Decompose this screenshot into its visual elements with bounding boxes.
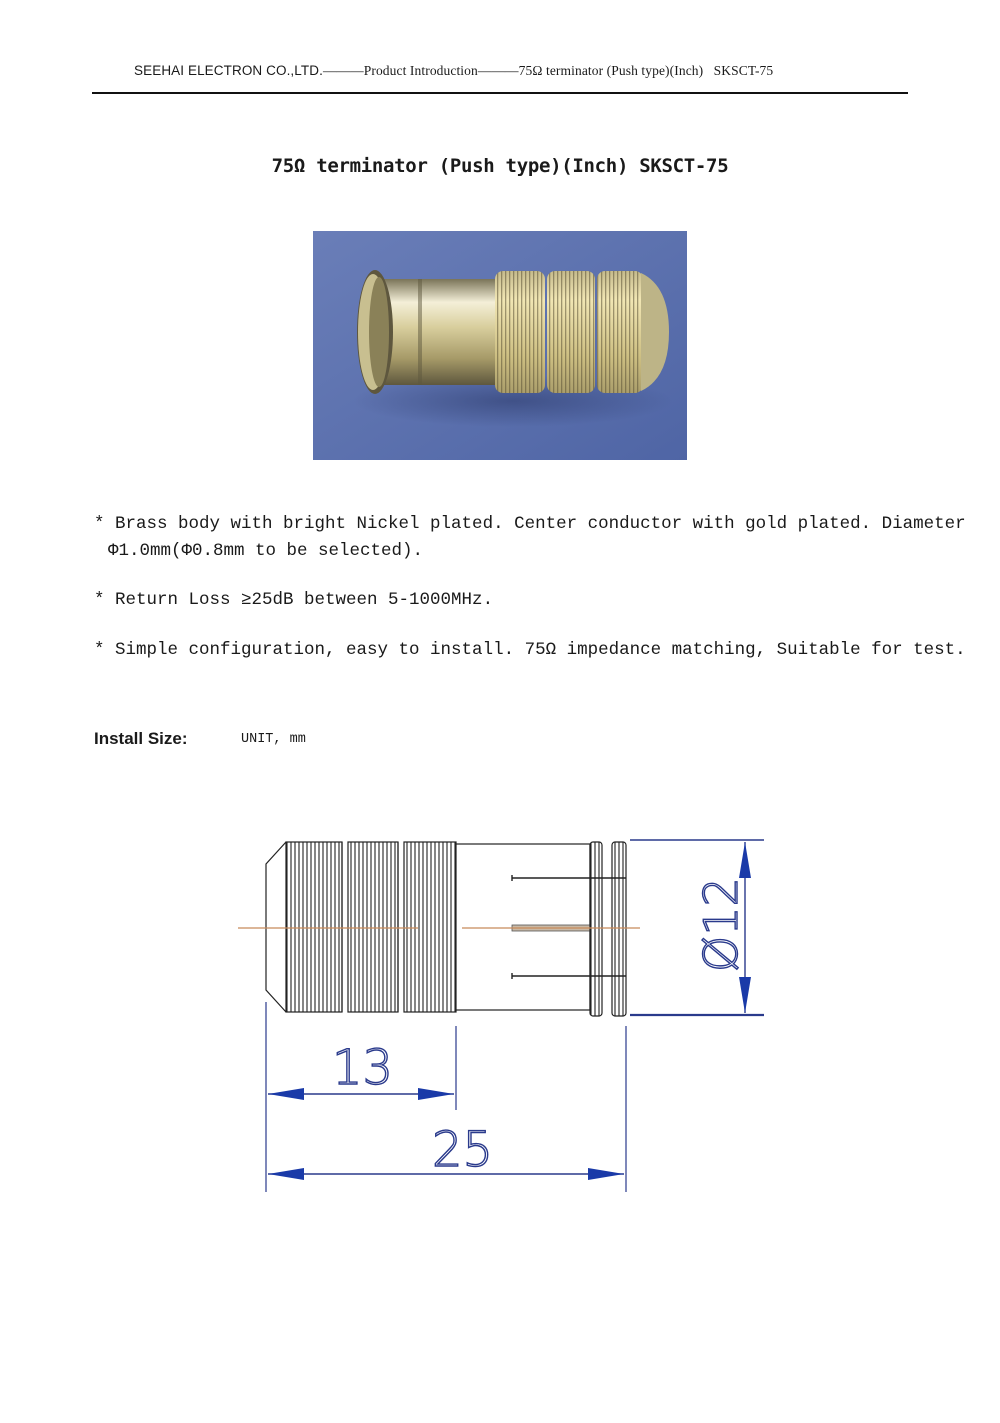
flange-ring-2 [612, 842, 626, 1016]
dimension-13-label: 13 [332, 1040, 394, 1096]
diameter-label: Ø12 [694, 877, 748, 972]
cap-outline [266, 842, 286, 1012]
feature-1-line-2: Φ1.0mm(Φ0.8mm to be selected). [108, 541, 424, 561]
knurl-section-3 [404, 842, 456, 1012]
feature-1 [94, 511, 966, 565]
header-section: Product Introduction [363, 63, 478, 78]
knurl-section-2 [348, 842, 398, 1012]
install-size-label: Install Size: [94, 729, 188, 748]
page-header [92, 58, 908, 94]
header-separator-1: ——— [322, 63, 364, 78]
feature-1-line-1: * Brass body with bright Nickel plated. Center conductor with gold plated. Diameter [94, 514, 966, 534]
flange-ring-1 [590, 842, 602, 1016]
knurl-section-1 [286, 842, 342, 1012]
dimension-drawing [230, 830, 780, 1205]
header-product: 75Ω terminator (Push type)(Inch) [518, 63, 704, 78]
header-text [134, 63, 773, 79]
dimension-25-label: 25 [432, 1122, 494, 1178]
header-model: SKSCT-75 [713, 63, 774, 78]
header-separator-2: ——— [477, 63, 519, 78]
product-photo [313, 231, 687, 460]
page-title: 75Ω terminator (Push type)(Inch) SKSCT-75 [271, 155, 729, 177]
header-company: SEEHAI ELECTRON CO.,LTD. [134, 63, 323, 78]
feature-2: * Return Loss ≥25dB between 5-1000MHz. [94, 590, 494, 610]
install-unit: UNIT, mm [241, 732, 306, 747]
feature-3: * Simple configuration, easy to install. 75Ω impedance matching, Suitable for test. [94, 640, 966, 660]
